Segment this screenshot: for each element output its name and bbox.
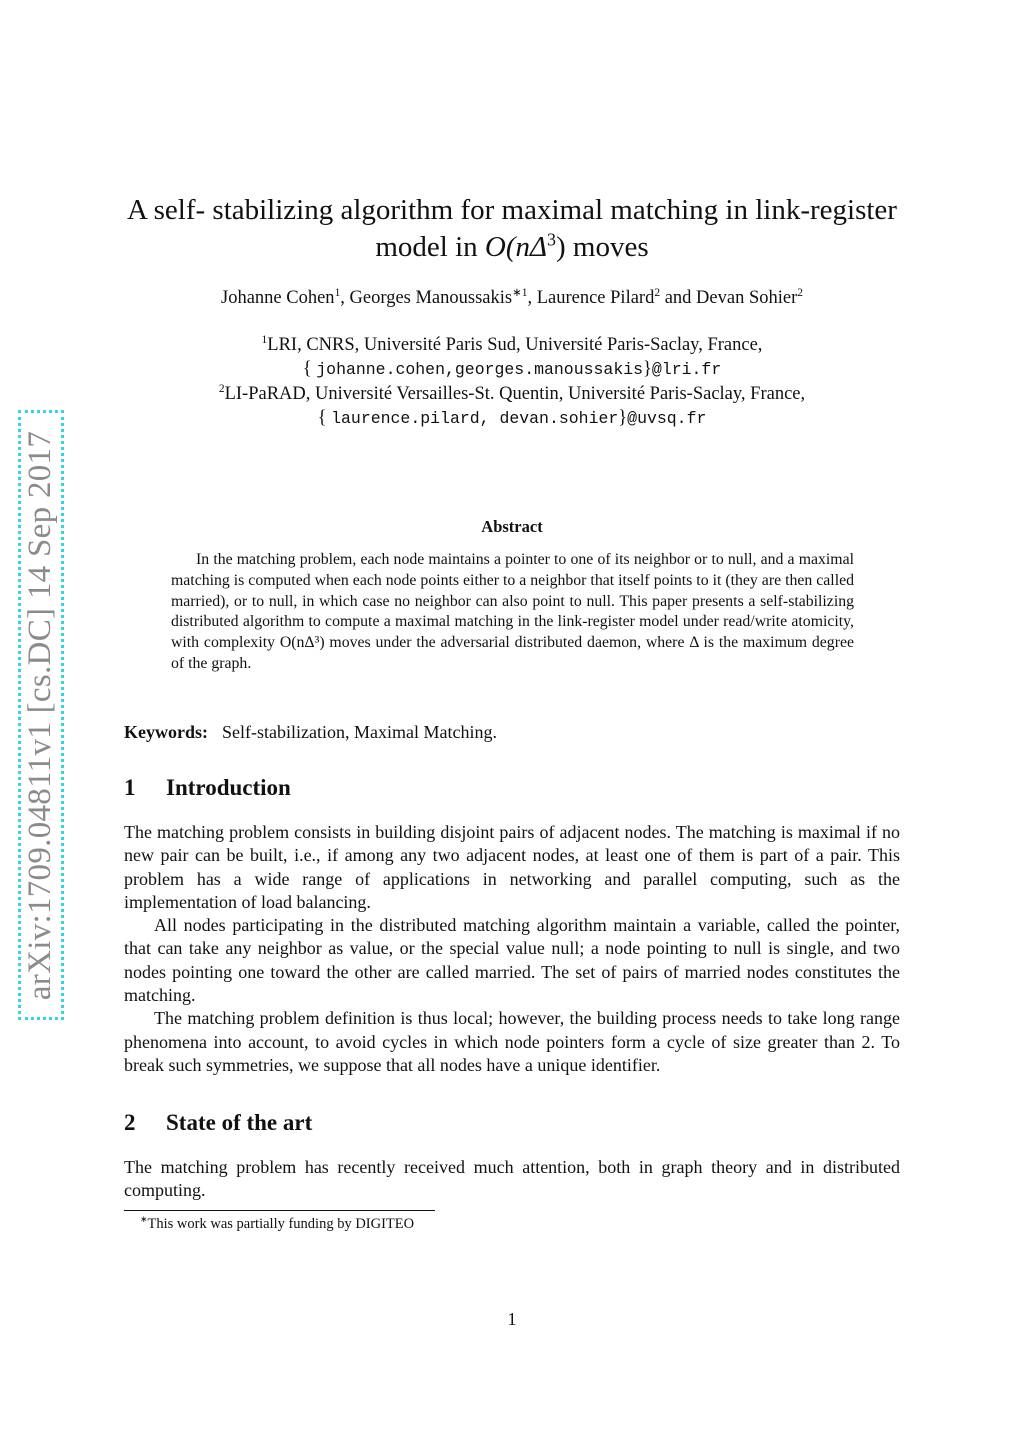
keywords-label: Keywords: bbox=[124, 722, 208, 742]
paper-title bbox=[100, 192, 924, 266]
abstract-body bbox=[171, 550, 854, 675]
title-line-2-prefix: model in bbox=[375, 231, 485, 263]
affiliation-email bbox=[100, 357, 924, 382]
email-brace-close: } bbox=[643, 359, 652, 379]
author: Georges Manoussakis bbox=[349, 288, 513, 308]
affiliation bbox=[100, 382, 924, 406]
affiliation-mark: 1 bbox=[261, 333, 268, 346]
paragraph: The matching problem consists in building disjoint pairs of adjacent nodes. The matching is maximal if no new pair can be built, i.e., if among any two adjacent nodes, at least one of them is part of a pair. This problem has a wide range of applications in networking and parallel computing, such as the implementation of load balancing. bbox=[124, 822, 900, 912]
footnote-rule bbox=[124, 1210, 435, 1211]
introduction-body bbox=[124, 821, 900, 1077]
author: Laurence Pilard bbox=[536, 288, 655, 308]
abstract-heading: Abstract bbox=[481, 517, 543, 536]
email-names: laurence.pilard, devan.sohier bbox=[331, 409, 619, 428]
affiliation bbox=[100, 333, 924, 357]
email-brace-close: } bbox=[618, 408, 628, 428]
title-math-sup: 3 bbox=[547, 229, 556, 250]
affiliation-text: LRI, CNRS, Université Paris Sud, Université Paris-Saclay, France, bbox=[267, 335, 763, 355]
author-separator: , bbox=[340, 288, 350, 308]
section-title: State of the art bbox=[166, 1110, 313, 1135]
title-math-close: ) bbox=[556, 231, 566, 263]
title-line-2-suffix: moves bbox=[565, 231, 649, 263]
email-brace-open: { bbox=[302, 359, 317, 379]
affiliation-mark: 2 bbox=[218, 382, 225, 395]
section-number: 1 bbox=[124, 775, 136, 800]
author: Devan Sohier bbox=[696, 288, 798, 308]
email-brace-open: { bbox=[317, 408, 332, 428]
affiliations bbox=[100, 333, 924, 431]
arxiv-stamp bbox=[18, 410, 64, 1020]
footnote bbox=[140, 1216, 414, 1233]
author-list bbox=[100, 288, 924, 309]
arxiv-stamp-text: arXiv:1709.04811v1 [cs.DC] 14 Sep 2017 bbox=[22, 430, 59, 1000]
section-number: 2 bbox=[124, 1110, 136, 1135]
title-line-1: A self- stabilizing algorithm for maximal matching in link-register bbox=[127, 194, 897, 226]
author-separator: , bbox=[527, 288, 537, 308]
section-heading-introduction bbox=[124, 775, 291, 801]
keywords bbox=[124, 722, 497, 743]
paragraph: The matching problem has recently received much attention, both in graph theory and in distributed computing. bbox=[124, 1157, 900, 1201]
page-number: 1 bbox=[507, 1309, 517, 1329]
abstract-text: In the matching problem, each node maintains a pointer to one of its neighbor or to null, and a maximal matching is computed when each node points either to a neighbor that itself points to it (they are then called married), or to null, in which case no neighbor can also point to null. This paper presents a self-stabilizing distributed algorithm to compute a maximal matching in the link-register model under read/write atomicity, with complexity O(nΔ³) moves under the adversarial distributed daemon, where Δ is the maximum degree of the graph. bbox=[171, 551, 854, 672]
section-heading-state-of-the-art bbox=[124, 1110, 312, 1136]
footnote-text: This work was partially funding by DIGITEO bbox=[147, 1216, 415, 1232]
footnote-mark: ∗ bbox=[140, 1214, 148, 1225]
affiliation-email bbox=[100, 406, 924, 431]
author-affil-mark: ∗1 bbox=[512, 286, 528, 299]
state-of-the-art-body bbox=[124, 1156, 900, 1203]
title-line-2 bbox=[100, 229, 924, 266]
author-affil-mark: 2 bbox=[797, 286, 803, 299]
paragraph: All nodes participating in the distributed matching algorithm maintain a variable, called the pointer, that can take any neighbor as value, or the special value null; a node pointing to null is single, and two nodes pointing one toward the other are called married. The set of pairs of married nodes constitutes the matching. bbox=[124, 915, 900, 1006]
author-separator: and bbox=[660, 288, 697, 308]
keywords-text: Self-stabilization, Maximal Matching. bbox=[222, 722, 497, 742]
email-domain: @lri.fr bbox=[651, 360, 722, 379]
section-title: Introduction bbox=[166, 775, 291, 800]
affiliation-text: LI-PaRAD, Université Versailles-St. Quentin, Université Paris-Saclay, France, bbox=[224, 384, 806, 404]
email-domain: @uvsq.fr bbox=[627, 409, 707, 428]
paragraph: The matching problem definition is thus local; however, the building process needs to take long range phenomena into account, to avoid cycles in which node pointers form a cycle of size greater than 2. To break such symmetries, we suppose that all nodes have a unique identifier. bbox=[124, 1008, 900, 1075]
author-affil-mark: 1 bbox=[334, 286, 341, 299]
author: Johanne Cohen bbox=[221, 288, 335, 308]
author-affil-mark: 2 bbox=[654, 286, 661, 299]
title-math: O(nΔ bbox=[484, 231, 548, 263]
email-names: johanne.cohen,georges.manoussakis bbox=[316, 360, 644, 379]
